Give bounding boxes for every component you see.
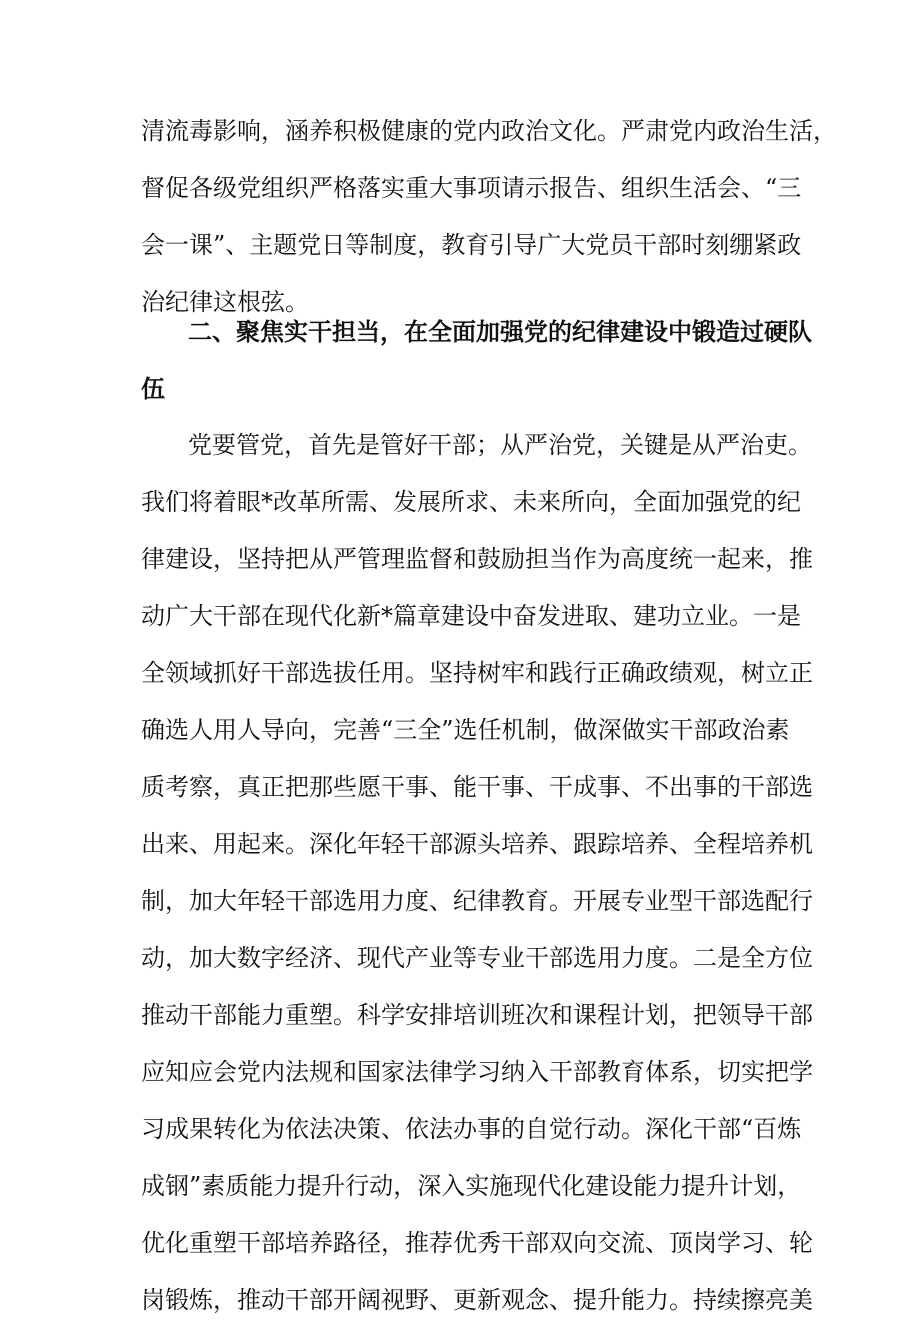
section-heading — [141, 303, 812, 417]
text-line: 成钢”素质能力提升行动，深入实施现代化建设能力提升计划， — [141, 1172, 802, 1200]
text-line: 岗锻炼，推动干部开阔视野、更新观念、提升能力。持续擦亮美 — [141, 1286, 813, 1314]
heading-line: 二、聚焦实干担当，在全面加强党的纪律建设中锻造过硬队 — [188, 317, 812, 346]
text-line: 动广大干部在现代化新*篇章建设中奋发进取、建功立业。一是 — [141, 602, 801, 630]
text-line: 党要管党，首先是管好干部；从严治党，关键是从严治吏。 — [188, 431, 812, 459]
text-line: 优化重塑干部培养路径，推荐优秀干部双向交流、顶岗学习、轮 — [141, 1229, 813, 1257]
paragraph-1 — [141, 103, 837, 331]
text-line: 会一课”、主题党日等制度，教育引导广大党员干部时刻绷紧政 — [141, 231, 802, 259]
text-line: 应知应会党内法规和国家法律学习纳入干部教育体系，切实把学 — [141, 1058, 813, 1086]
text-line: 我们将着眼*改革所需、发展所求、未来所向，全面加强党的纪 — [141, 488, 801, 516]
text-line: 全领域抓好干部选拔任用。坚持树牢和践行正确政绩观，树立正 — [141, 659, 813, 687]
text-line: 习成果转化为依法决策、依法办事的自觉行动。深化干部“百炼 — [141, 1115, 802, 1143]
text-line: 推动干部能力重塑。科学安排培训班次和课程计划，把领导干部 — [141, 1001, 813, 1029]
paragraph-2 — [141, 417, 813, 1329]
text-line: 律建设，坚持把从严管理监督和鼓励担当作为高度统一起来，推 — [141, 545, 813, 573]
text-line: 出来、用起来。深化年轻干部源头培养、跟踪培养、全程培养机 — [141, 830, 813, 858]
text-line: 质考察，真正把那些愿干事、能干事、干成事、不出事的干部选 — [141, 773, 813, 801]
text-line: 督促各级党组织严格落实重大事项请示报告、组织生活会、“三 — [141, 174, 802, 202]
heading-line: 伍 — [141, 374, 165, 403]
text-line: 制，加大年轻干部选用力度、纪律教育。开展专业型干部选配行 — [141, 887, 813, 915]
text-line: 动，加大数字经济、现代产业等专业干部选用力度。二是全方位 — [141, 944, 813, 972]
text-line: 清流毒影响，涵养积极健康的党内政治文化。严肃党内政治生活， — [141, 117, 837, 145]
text-line: 确选人用人导向，完善“三全”选任机制，做深做实干部政治素 — [141, 716, 790, 744]
text-line: 治纪律这根弦。 — [141, 288, 309, 316]
